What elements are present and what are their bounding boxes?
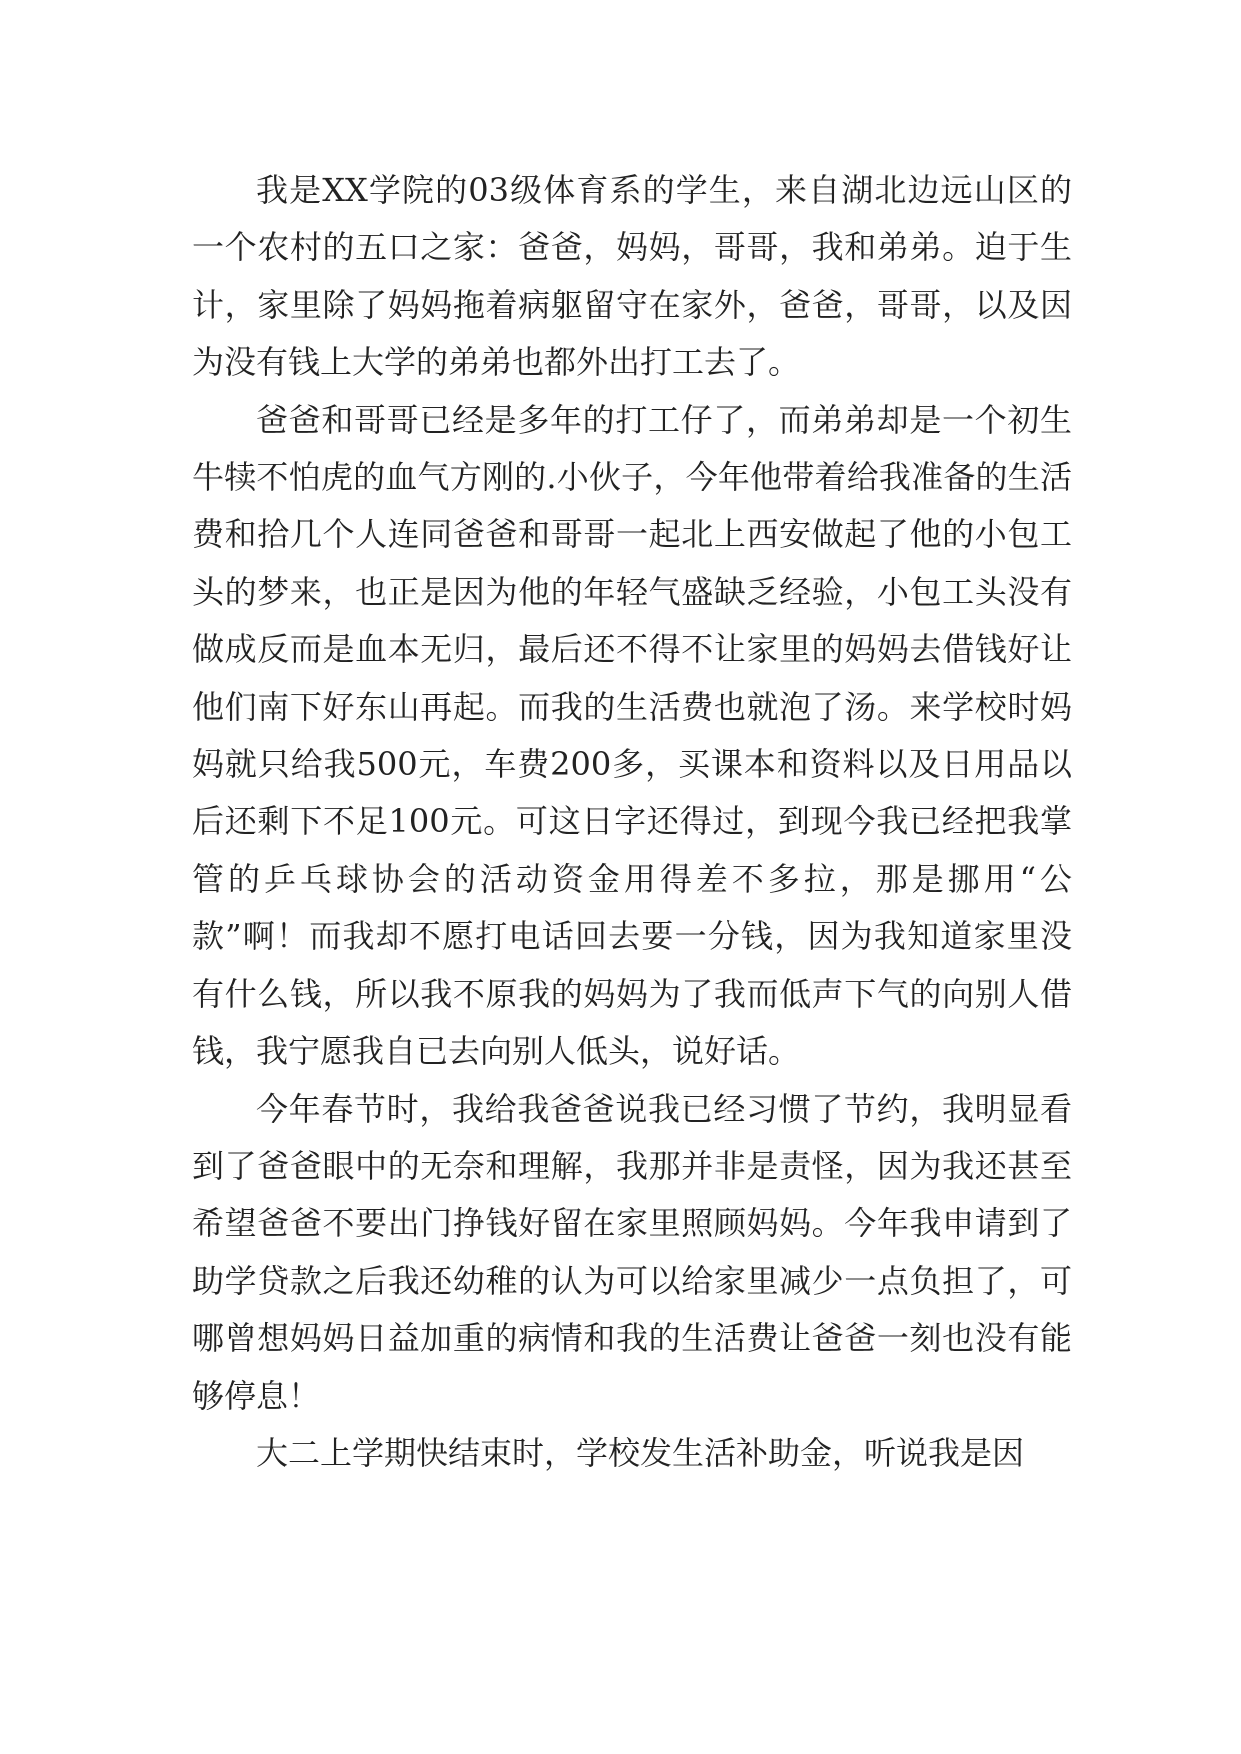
paragraph-3: 今年春节时，我给我爸爸说我已经习惯了节约，我明显看到了爸爸眼中的无奈和理解，我那并非是责怪，因为我还甚至希望爸爸不要出门挣钱好留在家里照顾妈妈。今年我申请到了助学贷款之后我还幼稚的认为可以给家里减少一点负担了，可哪曾想妈妈日益加重的病情和我的生活费让爸爸一刻也没有能够停息！ xyxy=(192,1089,1072,1415)
paragraph-1: 我是XX学院的03级体育系的学生，来自湖北边远山区的一个农村的五口之家：爸爸，妈妈，哥哥，我和弟弟。迫于生计，家里除了妈妈拖着病躯留守在家外，爸爸，哥哥，以及因为没有钱上大学的弟弟也都外出打工去了。 xyxy=(192,171,1072,382)
paragraph-4: 大二上学期快结束时，学校发生活补助金，听说我是因 xyxy=(256,1433,1025,1472)
document-body xyxy=(192,162,1072,1482)
paragraph-2: 爸爸和哥哥已经是多年的打工仔了，而弟弟却是一个初生牛犊不怕虎的血气方刚的.小伙子，今年他带着给我准备的生活费和拾几个人连同爸爸和哥哥一起北上西安做起了他的小包工头的梦来，也正是因为他的年轻气盛缺乏经验，小包工头没有做成反而是血本无归，最后还不得不让家里的妈妈去借钱好让他们南下好东山再起。而我的生活费也就泡了汤。来学校时妈妈就只给我500元，车费200多，买课本和资料以及日用品以后还剩下不足100元。可这日字还得过，到现今我已经把我掌管的乒乓球协会的活动资金用得差不多拉，那是挪用“公款”啊！而我却不愿打电话回去要一分钱，因为我知道家里没有什么钱，所以我不原我的妈妈为了我而低声下气的向别人借钱，我宁愿我自已去向别人低头，说好话。 xyxy=(192,400,1072,1071)
